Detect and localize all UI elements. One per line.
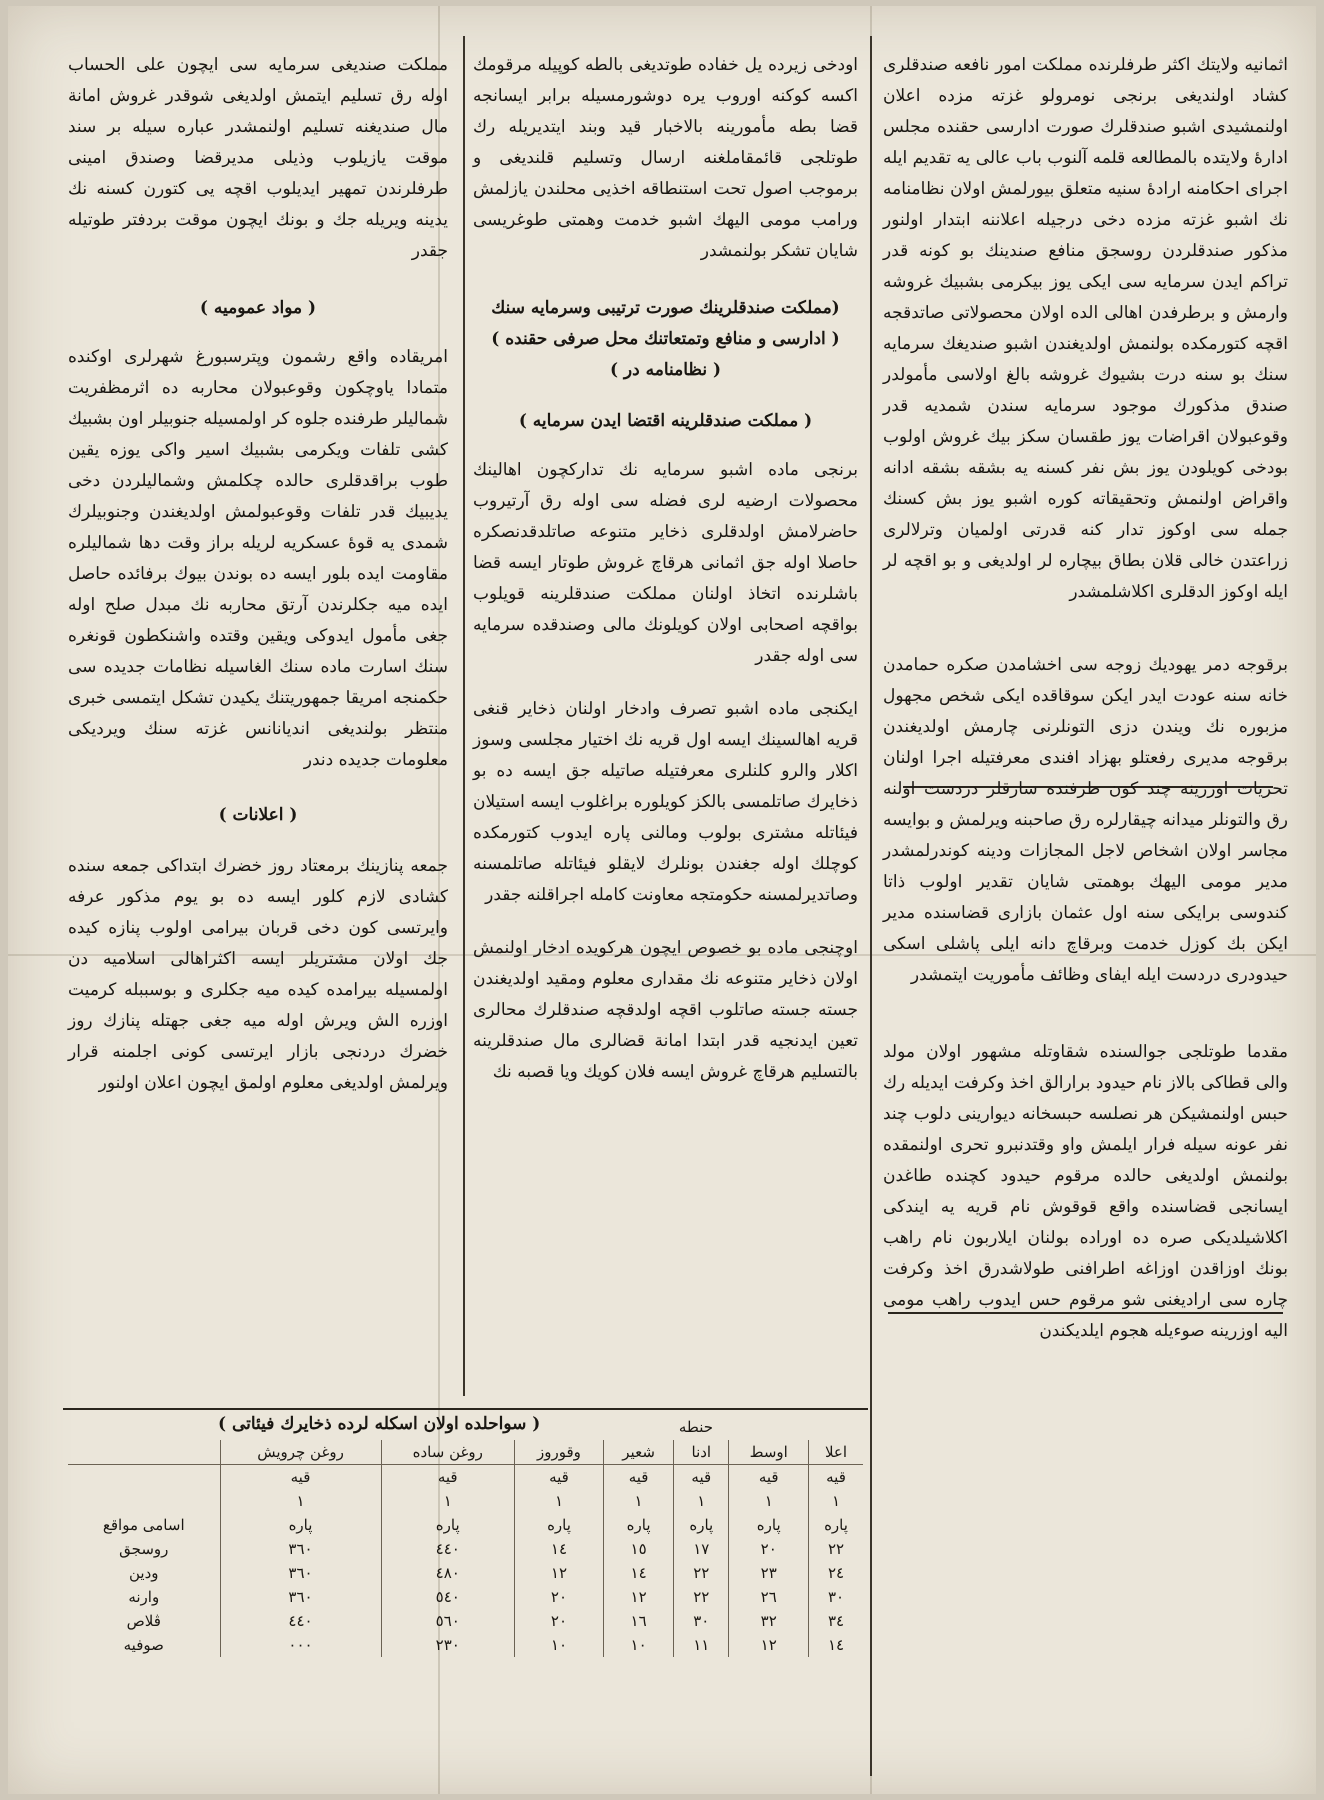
column-rule: [870, 36, 872, 1776]
column-rule: [463, 36, 465, 1396]
table-row: ٣٠ ٢٦ ٢٢ ١٢ ٢٠ ٥٤٠ ٣٦٠ وارنه: [68, 1585, 863, 1609]
table-row: ٢٤ ٢٣ ٢٢ ١٤ ١٢ ٤٨٠ ٣٦٠ ودين: [68, 1561, 863, 1585]
article-2: ايكنجى ماده اشبو تصرف وادخار اولنان ذخاير قنغى قريه اهالسينك ايسه اول قريه نك اختيار مجلسى وسوز اكلار والرو كلنلرى معرفتيله صاتيله جق ايسه ده بو ذخايرك صاتلمسى بالكز كويلوره براغلوب ايسه استيلان فيئاتله مشترى بولوب ومالنى پاره ايدوب كتورمكده كوچلك اوله جغندن بونلرك لايقلو فيئاتله صاتلمسنه وصاتديرلمسنه حكومتجه معاونت كامله اجراقلنه جقدر: [473, 699, 858, 905]
grade-header: روغن چرويش: [220, 1440, 381, 1465]
general-news-heading: ( مواد عموميه ): [199, 298, 317, 318]
table-top-rule: [63, 1408, 868, 1410]
regulation-heading-3: ( نظامنامه در ): [609, 360, 722, 380]
regulation-heading: (مملكت صندقلرينك صورت ترتيبى وسرمايه سنك: [491, 298, 840, 318]
table-row: ١٤ ١٢ ١١ ١٠ ١٠ ٢٣٠ ٠٠٠ صوفيه: [68, 1633, 863, 1657]
grade-header: ادنا: [674, 1440, 729, 1465]
article-3-continued: مملكت صنديغى سرمايه سى ايچون على الحساب اوله رق تسليم ايتمش اولديغى شوقدر غروش امانة مال صنديغنه تسليم اولنمشدر عباره سيله بر سند موقت يازيلوب وذيلى مديرقضا وصندق امينى طرفلرندن تمهير ايديلوب اقچه يى كتورن كسنه نك يدينه ويريله جك و بونك ايچون موقت بردفتر طوتيله جقدر: [68, 55, 448, 261]
grain-price-table: [68, 1414, 863, 1657]
jewelry-theft-report: برقوجه دمر يهوديك زوجه سى اخشامدن صكره حمامدن خانه سنه عودت ايدر ايكن سوقاقده ايكى شخص مجهول مزبوره نك ويندن دزى التونلرنى چارمش اولديغندن برقوجه مديرى رفعتلو بهزاد افندى معرفتيله اجرا اولنان تحريات اوزرينه چند كون طرفنده سارقلر دردست اولنه رق والتونلر ميدانه چيقارلره رق صاحبنه ويرلمش و بوايسه مجاسر اولان اشخاص لاجل المجازات ودينه كوندرلمشدر مدير مومى اليهك بوهمتى شايان تقدير اولوب ذاتا كندوسى برايكى سنه اول عثمان بازارى قضاسنده مدير ايكن بك كوزل خدمت وبرقاچ دانه ايلى پاشلى اسكى حيدودرى دردست ايله ايفاى وظائف مأموريت ايتمشدر: [883, 655, 1289, 985]
wheat-label: حنطه: [678, 1418, 713, 1436]
newspaper-page: [8, 6, 1316, 1794]
market-announcement: جمعه پنازينك برمعتاد روز خضرك ابتداكى جمعه سنده كشادى لازم كلور ايسه ده بو يوم مذكور عرفه وايرتسى كون دخى قربان بيرامى اولوب پنازه كيده جك اولان مشتريلر ايسه اكثراهالى اسلاميه دن اولمسيله بيرامده كيده ميه جكلرى و بوسببله كرميت اوزره الش ويرش اوله ميه جغى جهتله پنازك روز خضرك دردنجى بازار ايرتسى كونى اجلمنه قرار ويرلمش اولديغى معلوم اولمق ايچون اعلان اولنور: [68, 856, 448, 1093]
america-war-news: امريقاده واقع رشمون وپترسبورغ شهرلرى اوكنده متمادا ياوچكون وقوعبولان محاربه ده اثرمظفريت شماليلر طرفنده جلوه كر اولمسيله جنوبيلر اون بشبيك كشى تلفات ويكرمى بشبيك اسير واكى يوزه يقين طوب براقدقلرى حالده چكلمش وشماليلردن دخى يديبيك قدر تلفات وقوعبولمش اولديغندن وجنوبيلرك شمدى يه قوۀ عسكريه لريله براز وقت دها شماليلره مقاومت ايده بلور ايسه ده بوندن بيوك برفائده حاصل ايده ميه جكلرندن آرتق محاربه نك مبدل صلح اوله جغى مأمول ايدوكى ويقين وقتده واشنكطون قونغره سنك اسارت ماده سنك الغاسيله نظامات جديده سى حكمنجه امريقا جمهوريتنك يكيدن تشكل ايتمسى خبرى منتظر بولنديغى انديانانس غزته سنك ويرديكى معلومات جديده دندر: [68, 347, 448, 770]
place-name: روسجق: [119, 1540, 169, 1558]
capital-section-heading: ( مملكت صندقلرينه اقتضا ايدن سرمايه ): [518, 411, 813, 431]
grade-header: وقوروز: [514, 1440, 603, 1465]
places-header: اسامى مواقع: [102, 1516, 185, 1534]
provincial-funds-notice: اثمانيه ولايتك اكثر طرفلرنده مملكت امور نافعه صندقلرى كشاد اولنديغى برنجى نومرولو غزته مزده اعلان اولنمشيدى اشبو صندقلرك صورت ادارسى حقنده مجلس ادارۀ ولايتده بالمطالعه قلمه آلنوب باب عالى يه تقديم ايله اجراى احكامنه ارادۀ سنيه متعلق بيورلمش اولان نظامنامه نك اشبو غزته مزده دخى درجيله اعلاننه ابتدار اولنور مذكور صندقلردن روسجق منافع صندينك بو كونه قدر تراكم ايدن سرمايه سى ايكى يوز بيكرمى بشبيك غروشه وارمش و برطرفدن اهالى الده اولان محصولاتى صاتدقجه اقچه كتورمكده بولنمش اولديغندن اشبو صنديغك سرمايه سنك بو سنه درت بشيوك غروشه بالغ اولاسى مأمولدر صندق مذكورك موجود سرمايه سندن شمديه قدر وقوعبولان اقراضات يوز طقسان سكز بيك غروش اولوب بودخى كويلودن يوز بش نفر كسنه يه بشقه بشقه ادانه واقراض اولنمش وتحقيقاته كوره اشبو يوز بش كسنك جمله سى اوكوز تدار كنه قدرتى اولميان وترلالرى زراعتدن خالى قلان بطاق بيچاره لر اولديغى و بو اقچه لر ايله اوكوز الدقلرى اكلاشلمشدر: [883, 55, 1288, 602]
place-name: صوفيه: [123, 1636, 164, 1654]
bandit-report-continued: اودخى زيرده يل خفاده طوتديغى بالطه كوپيله مرقومك اكسه كوكنه اوروب يره دوشورمسيله برابر ايسانجه قضا بطه مأمورينه بالاخبار قيد وبند ايتديريله رك طوتلجى قائمقاملغنه ارسال وتسليم قلنديغى و برموجب اصول تحت استنطاقه اخذيى محلندن يازلمش ورامب مومى اليهك اشبو خدمت وهمتى طوغريسى شايان تشكر بولنمشدر: [473, 55, 858, 261]
currency-row: پاره پاره پاره پاره پاره پاره پاره اسامى مواقع: [68, 1513, 863, 1537]
regulation-heading-2: ( ادارسى و منافع وتمتعاتنك محل صرفى حقنده ): [491, 329, 840, 349]
table-title: ( سواحلده اولان اسكله لرده ذخايرك فيئاتى ): [218, 1414, 541, 1434]
left-column: [68, 50, 448, 1111]
place-name: وارنه: [128, 1588, 160, 1606]
table-row: ٣٤ ٣٢ ٣٠ ١٦ ٢٠ ٥٦٠ ٤٤٠ ڤلاص: [68, 1609, 863, 1633]
article-3: اوچنجى ماده بو خصوص ايچون هركويده ادخار اولنمش اولان ذخاير متنوعه نك مقدارى معلوم ومقيد اولديغندن جسته جسته صاتلوب اقچه اولدقچه صندقلرك محالرى تعين ايدنجيه قدر ابتدا امانة قضالرى مال صندقلرينه بالتسليم هرقاچ غروش ايسه فلان كويك ويا قصبه نك: [473, 938, 858, 1082]
bandit-capture-report: مقدما طوتلجى جوالسنده شقاوتله مشهور اولان مولد والى قطاكى بالاز نام حيدود برارالق اخذ وكرفت ايديله رك حبس اولنمشيكن هر نصلسه حبسخانه ديوارينى دلوب چند نفر عونه سيله فرار ايلمش واو وقتدنبرو تحرى اولنمقده بولنمش اولديغى حالده مرقوم حيدود كچنده طاغدن ايسانجى قضاسنده واقع قوقوش نام قريه يه ايندكى اكلاشيلديكى صره ده اوراده بولنان ايلاربون نام راهب بونك اوزاقدن اوزاغه اطرافنى طولاشدرق اخذ وكرفت چاره سى اراديغنى شو مرقوم حس ايدوب راهب مومى اليه اوزرينه صوءيله هجوم ايلديكندن: [883, 1042, 1288, 1341]
grade-header-row: [68, 1440, 863, 1465]
table-row: ٢٢ ٢٠ ١٧ ١٥ ١٤ ٤٤٠ ٣٦٠ روسجق: [68, 1537, 863, 1561]
grade-header: اعلا: [809, 1440, 864, 1465]
unit-row: قيه قيه قيه قيه قيه قيه قيه: [68, 1465, 863, 1490]
grade-header: روغن ساده: [381, 1440, 514, 1465]
grade-header: شعير: [604, 1440, 674, 1465]
price-grid: [68, 1440, 863, 1657]
announcements-heading: ( اعلانات ): [218, 805, 298, 825]
place-name: ڤلاص: [126, 1612, 161, 1630]
article-1: برنجى ماده اشبو سرمايه نك تداركچون اهالينك محصولات ارضيه لرى فضله سى اوله رق آرتيروب حاضرلامش اولدقلرى ذخاير متنوعه صاتلدقدنصكره حاصلا اوله جق اثمانى هرقاچ غروش طوتار ايسه قضا باشلرنده اتخاذ اولنان مملكت صندقلرينه قويلوب بواقچه اصحابى اولان كويلونك مالى وصندقده سرمايه سى اوله جقدر: [473, 460, 858, 666]
grade-header: اوسط: [729, 1440, 809, 1465]
count-row: ١ ١ ١ ١ ١ ١ ١: [68, 1489, 863, 1513]
right-column: [883, 50, 1288, 1359]
place-name: ودين: [128, 1564, 159, 1582]
middle-column: [473, 50, 858, 1100]
